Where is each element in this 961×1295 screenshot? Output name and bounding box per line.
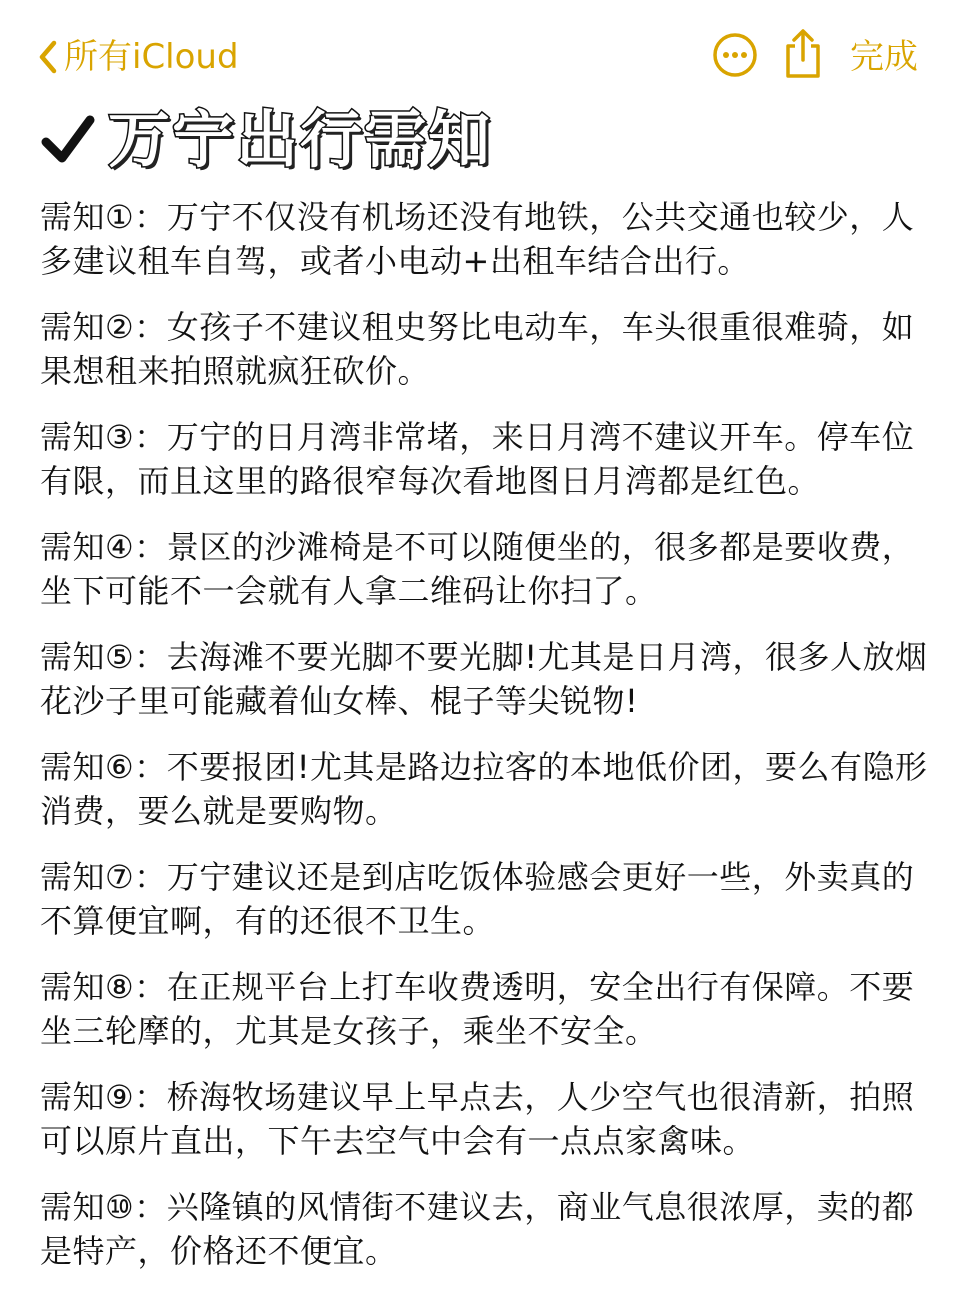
share-icon[interactable]: [783, 28, 823, 80]
note-paragraph: 需知⑧：在正规平台上打车收费透明，安全出行有保障。不要坐三轮摩的，尤其是女孩子，乘坐不安全。: [40, 968, 915, 1050]
back-button[interactable]: [34, 34, 239, 80]
note-paragraph: 需知①：万宁不仅没有机场还没有地铁，公共交通也较少，人多建议租车自驾，或者小电动+出租车结合出行。: [40, 198, 915, 280]
navigation-bar: [0, 0, 961, 110]
more-icon[interactable]: [712, 32, 758, 78]
back-button-label: 所有iCloud: [64, 37, 239, 77]
note-paragraph: 需知②：女孩子不建议租史努比电动车，车头很重很难骑，如果想租来拍照就疯狂砍价。: [40, 308, 915, 390]
note-paragraph: 需知⑨：桥海牧场建议早上早点去，人少空气也很清新，拍照可以原片直出，下午去空气中会有一点点家禽味。: [40, 1078, 915, 1160]
note-paragraph: 需知④：景区的沙滩椅是不可以随便坐的，很多都是要收费，坐下可能不一会就有人拿二维码让你扫了。: [40, 528, 915, 610]
note-title-text: 万宁出行需知: [108, 103, 493, 176]
done-button[interactable]: 完成: [850, 37, 918, 77]
note-paragraph: 需知⑤：去海滩不要光脚不要光脚!尤其是日月湾，很多人放烟花沙子里可能藏着仙女棒、棍子等尖锐物!: [40, 638, 928, 720]
note-paragraph: 需知③：万宁的日月湾非常堵，来日月湾不建议开车。停车位有限，而且这里的路很窄每次看地图日月湾都是红色。: [40, 418, 915, 500]
note-paragraph: 需知⑩：兴隆镇的风情街不建议去，商业气息很浓厚，卖的都是特产，价格还不便宜。: [40, 1188, 915, 1270]
chevron-left-icon: [34, 37, 62, 77]
checkmark-icon: [40, 112, 96, 168]
note-paragraph: 需知⑥：不要报团!尤其是路边拉客的本地低价团，要么有隐形消费，要么就是要购物。: [40, 748, 928, 830]
note-title: [40, 100, 492, 180]
note-paragraph: 需知⑦：万宁建议还是到店吃饭体验感会更好一些，外卖真的不算便宜啊，有的还很不卫生。: [40, 858, 915, 940]
note-body[interactable]: [40, 195, 935, 1295]
